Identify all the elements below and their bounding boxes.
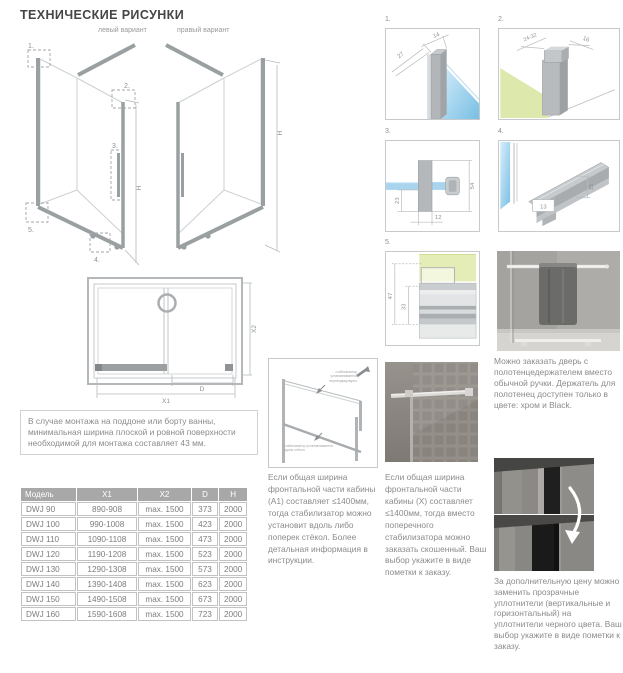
value-cell: 1290-1308 — [77, 562, 137, 576]
seal-note-text: За дополнительную цену можно заменить прозрачные уплотнители (вертикальные и горизонтальный) на уплотнители черного цвета. Ваш выбор укажите в виде пометки к заказу. — [494, 576, 622, 651]
door-track-bar — [95, 364, 167, 371]
table-row — [21, 562, 247, 576]
detail-5-inner-dim: 33 — [401, 303, 408, 311]
value-cell: 373 — [192, 502, 218, 516]
value-cell: 1390-1408 — [77, 577, 137, 591]
table-row — [21, 592, 247, 606]
table-row — [21, 577, 247, 591]
detail-2-depth-dim: 16 — [581, 35, 590, 44]
x2-dim-label: X2 — [251, 325, 258, 333]
callout-3-label: 3. — [112, 143, 118, 150]
value-cell: 2000 — [219, 532, 247, 546]
detail-3-drawing — [386, 141, 479, 231]
stabilizer-perpendicular-drawing — [282, 379, 362, 431]
column-header: H — [219, 488, 247, 501]
value-cell: 673 — [192, 592, 218, 606]
value-cell: 473 — [192, 532, 218, 546]
value-cell: 2000 — [219, 592, 247, 606]
left-variant-label: левый вариант — [98, 27, 147, 34]
detail-3-right-dim: 54 — [470, 182, 477, 190]
value-cell: max. 1500 — [138, 577, 191, 591]
d-dim-label: D — [199, 386, 205, 393]
h-dim-right: H — [277, 130, 284, 136]
value-cell: 2000 — [219, 577, 247, 591]
value-cell: max. 1500 — [138, 517, 191, 531]
stabilizer-along-drawing — [282, 417, 361, 463]
detail-3-number: 3. — [385, 128, 391, 135]
model-table — [20, 487, 248, 622]
value-cell: max. 1500 — [138, 592, 191, 606]
stabilizer-photo — [385, 362, 478, 462]
glass-section — [386, 182, 418, 190]
table-row — [21, 517, 247, 531]
profile-section — [418, 161, 432, 212]
detail-5-box — [385, 251, 480, 346]
detail-2-range-dim: 24-32 — [522, 32, 538, 44]
detail-2-number: 2. — [498, 16, 504, 23]
table-row — [21, 502, 247, 516]
detail-3-box — [385, 140, 480, 232]
glass-floor-green — [500, 68, 548, 118]
callout-2-label: 2. — [124, 83, 130, 90]
wall-profile — [431, 54, 441, 119]
value-cell: 573 — [192, 562, 218, 576]
profile-column — [542, 60, 560, 115]
value-cell: 990-1008 — [77, 517, 137, 531]
value-cell: 2000 — [219, 502, 247, 516]
callout-1-label: 1. — [28, 43, 34, 50]
detail-2-box — [498, 28, 620, 120]
value-cell: 1490-1508 — [77, 592, 137, 606]
towel — [539, 267, 577, 325]
h-dim-left: H — [136, 185, 143, 191]
model-cell: DWJ 110 — [21, 532, 76, 546]
column-header: X2 — [138, 488, 191, 501]
column-header: X1 — [77, 488, 137, 501]
seal-photos — [494, 458, 594, 571]
value-cell: max. 1500 — [138, 502, 191, 516]
wall-bracket — [465, 388, 473, 396]
detail-1-box — [385, 28, 480, 120]
detail-1-width-dim: 14 — [432, 31, 441, 40]
callout-5-label: 5. — [28, 227, 34, 234]
model-cell: DWJ 90 — [21, 502, 76, 516]
right-variant-label: правый вариант — [177, 27, 230, 34]
detail-5-drawing — [386, 252, 479, 345]
column-header: Модель — [21, 488, 76, 501]
value-cell: 1090-1108 — [77, 532, 137, 546]
model-cell: DWJ 130 — [21, 562, 76, 576]
value-cell: max. 1500 — [138, 532, 191, 546]
value-cell: 523 — [192, 547, 218, 561]
page-title: ТЕХНИЧЕСКИЕ РИСУНКИ — [20, 8, 185, 22]
value-cell: 2000 — [219, 547, 247, 561]
detail-4-drawing — [499, 141, 619, 231]
a1-note-text: Если общая ширина фронтальной части кабины (А1) составляет ≤1400мм, тогда стабилизатор можно установит вдоль либо поперек стёкол. Более детальная информация в инструкции. — [268, 472, 376, 566]
towel-note-text: Можно заказать дверь с полотенцедержателем вместо обычной ручки. Держатель для полотенец доступен только в цвете: хром и Black. — [494, 356, 616, 411]
detail-5-outer-dim: 47 — [387, 292, 394, 300]
model-table-body — [21, 502, 247, 621]
plan-view-drawing — [85, 268, 261, 408]
value-cell: 723 — [192, 607, 218, 621]
detail-3-bottom-dim: 12 — [434, 215, 442, 222]
detail-4-right-dim: 15 — [589, 183, 596, 191]
table-row — [21, 607, 247, 621]
left-variant-profiles — [38, 45, 135, 248]
model-cell: DWJ 150 — [21, 592, 76, 606]
table-row — [21, 547, 247, 561]
value-cell: 2000 — [219, 607, 247, 621]
value-cell: 623 — [192, 577, 218, 591]
callout-4-label: 4. — [94, 257, 100, 264]
stabilizer-diagram-box — [268, 358, 378, 468]
model-cell: DWJ 140 — [21, 577, 76, 591]
detail-2-drawing — [499, 29, 619, 119]
value-cell: 2000 — [219, 562, 247, 576]
detail-5-number: 5. — [385, 239, 391, 246]
model-table-header — [21, 488, 247, 501]
detail-3-left-dim: 23 — [394, 197, 401, 204]
value-cell: max. 1500 — [138, 547, 191, 561]
detail-1-drawing — [386, 29, 479, 119]
value-cell: max. 1500 — [138, 607, 191, 621]
stabilizer-perpendicular-label: стабилизатор устанавливается перпендикулярно — [329, 370, 357, 383]
detail-4-number: 4. — [498, 128, 504, 135]
model-cell: DWJ 160 — [21, 607, 76, 621]
detail-1-number: 1. — [385, 16, 391, 23]
left-variant-glass-outline — [40, 59, 123, 234]
detail-1-side-dim: 27 — [396, 51, 406, 60]
rail-section-bands — [419, 283, 476, 338]
glass-pane-edge — [500, 142, 510, 210]
column-header: D — [192, 488, 218, 501]
value-cell: 1590-1608 — [77, 607, 137, 621]
value-cell: 1190-1208 — [77, 547, 137, 561]
detail-4-bottom-dim: 13 — [540, 204, 547, 211]
detail-4-box — [498, 140, 620, 232]
isometric-doors-drawing — [16, 38, 308, 274]
x-note-text: Если общая ширина фронтальной части кабины (X) составляет ≤1400мм, тогда вместо поперечного стабилизатора можно заказать скошенный. Ваш выбор укажите в виде пометки к заказу. — [385, 472, 487, 578]
value-cell: 2000 — [219, 517, 247, 531]
door-bottom-rail — [515, 339, 601, 342]
model-cell: DWJ 120 — [21, 547, 76, 561]
towel-holder-photo — [497, 251, 620, 351]
table-row — [21, 532, 247, 546]
value-cell: max. 1500 — [138, 562, 191, 576]
right-variant-drawing — [166, 45, 263, 250]
rail-profile — [529, 163, 609, 227]
model-cell: DWJ 100 — [21, 517, 76, 531]
value-cell: 423 — [192, 517, 218, 531]
x1-dim-label: X1 — [162, 398, 170, 405]
glass-edge-outline — [421, 268, 454, 284]
value-cell: 890-908 — [77, 502, 137, 516]
glass-edge — [410, 390, 413, 462]
mounting-note-box: В случае монтажа на поддоне или борту ванны, минимальная ширина плоской и ровной поверхности необходимой для монтажа составляет 43 мм. — [20, 410, 258, 455]
stabilizer-along-label: стабилизатор устанавливается вдоль стёкол — [284, 444, 333, 453]
